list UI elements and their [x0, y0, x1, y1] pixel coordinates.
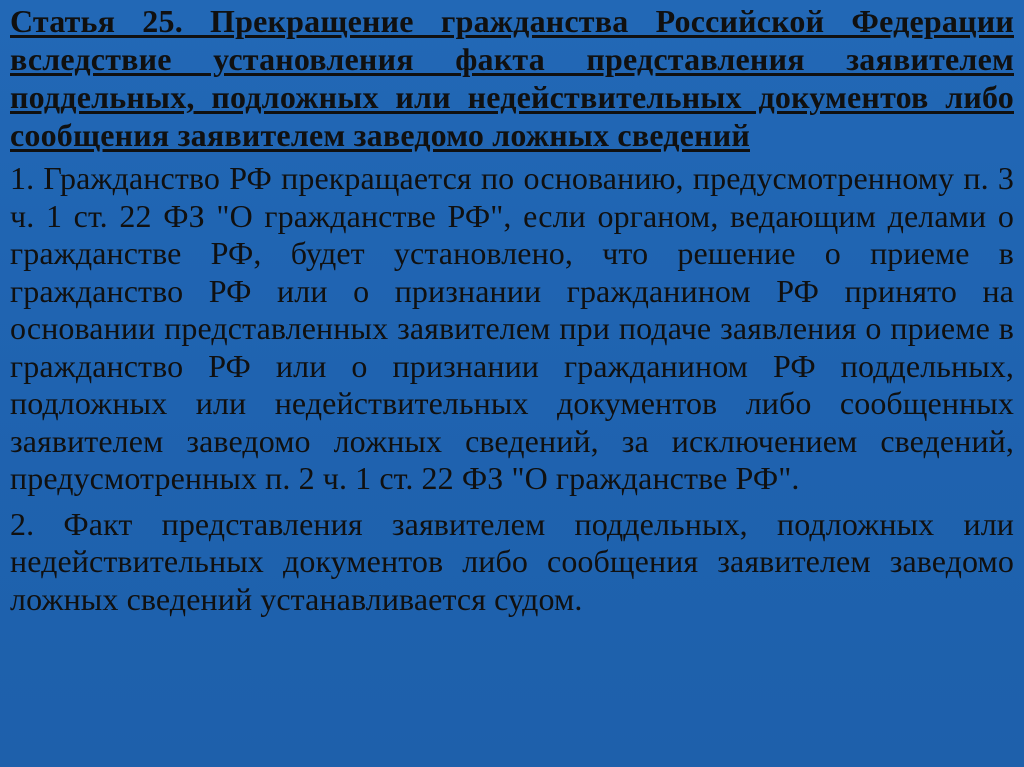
paragraph-1: 1. Гражданство РФ прекращается по основанию, предусмотренному п. 3 ч. 1 ст. 22 ФЗ "О гражданстве РФ", если органом, ведающим делами о гражданстве РФ, будет установлено, что решение о приеме в гражданство РФ или о признании гражданином РФ принято на основании представленных заявителем при подаче заявления о приеме в гражданство РФ или о признании гражданином РФ поддельных, подложных или недействительных документов либо сообщенных заявителем заведомо ложных сведений, за исключением сведений, предусмотренных п. 2 ч. 1 ст. 22 ФЗ "О гражданстве РФ". [10, 160, 1014, 496]
paragraph-2: 2. Факт представления заявителем поддельных, подложных или недействительных документов либо сообщения заявителем заведомо ложных сведений устанавливается судом. [10, 505, 1014, 617]
article-heading: Статья 25. Прекращение гражданства Российской Федерации вследствие установления факта представления заявителем поддельных, подложных или недействительных документов либо сообщения заявителем заведомо ложных сведений [10, 3, 1014, 153]
slide-content [10, 2, 1014, 626]
